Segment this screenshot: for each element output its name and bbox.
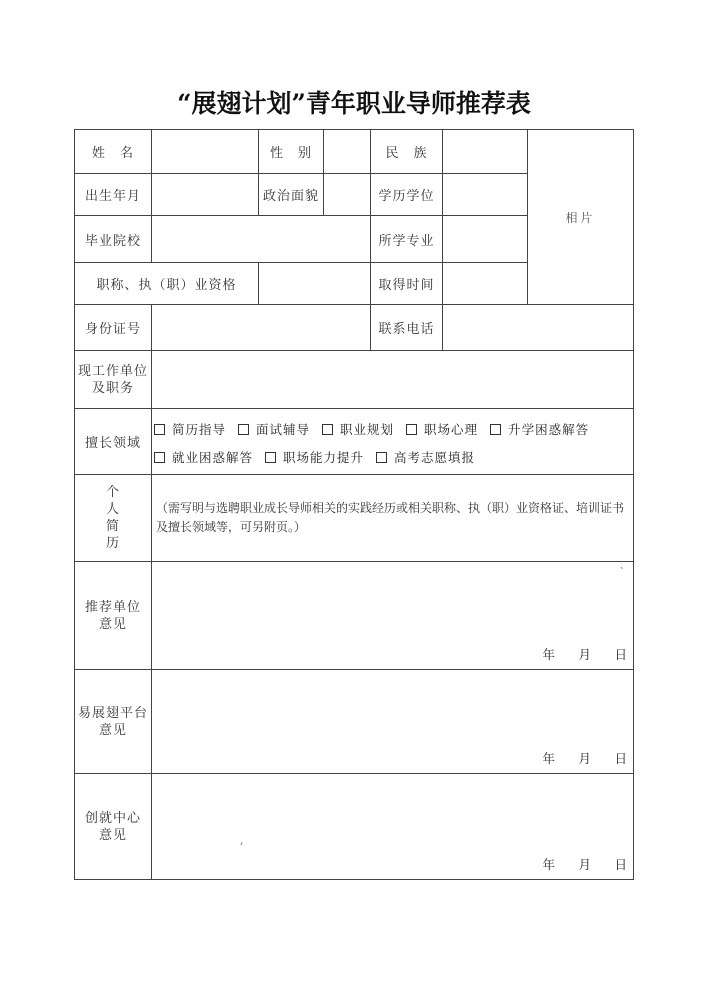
label-platform-opinion [75, 670, 152, 774]
label-title-cert: 职称、执（职）业资格 [75, 263, 259, 305]
label-resume-char2: 人 [105, 502, 120, 517]
label-expertise: 擅长领域 [75, 409, 152, 475]
field-obtain-time[interactable] [443, 263, 528, 305]
field-resume[interactable] [152, 475, 634, 562]
label-platform-line1: 易展翅平台 [77, 705, 148, 721]
option-resume-guidance[interactable]: 简历指导 [154, 416, 226, 444]
label-education: 学历学位 [371, 174, 443, 216]
label-center-line2: 意见 [98, 827, 127, 843]
checkbox-icon[interactable] [490, 424, 501, 435]
label-recommend-line1: 推荐单位 [84, 599, 141, 615]
label-work-unit [75, 351, 152, 409]
label-work-unit-line2: 及职务 [91, 380, 134, 396]
label-platform-line2: 意见 [98, 722, 127, 738]
resume-instructions: （需写明与选聘职业成长导师相关的实践经历或相关职称、执（职）业资格证、培训证书及擅长领域等，可另附页。） [156, 501, 625, 534]
stray-mark: ˋ [619, 566, 625, 579]
date-month: 月 [578, 857, 591, 872]
form-title: “展翅计划”青年职业导师推荐表 [177, 89, 531, 118]
option-interview-coaching[interactable]: 面试辅导 [238, 416, 310, 444]
label-resume-char3: 简 [105, 519, 120, 534]
label-gender: 性 别 [259, 130, 324, 174]
field-phone[interactable] [443, 305, 634, 351]
option-employment-questions[interactable]: 就业困惑解答 [154, 444, 253, 472]
date-day: 日 [614, 857, 627, 872]
label-birth: 出生年月 [75, 174, 152, 216]
expertise-options [152, 409, 634, 475]
field-birth[interactable] [152, 174, 259, 216]
checkbox-icon[interactable] [322, 424, 333, 435]
field-recommend-opinion[interactable] [152, 562, 634, 670]
checkbox-icon[interactable] [406, 424, 417, 435]
option-further-study[interactable]: 升学困惑解答 [490, 416, 589, 444]
label-recommend-line2: 意见 [98, 616, 127, 632]
date-year: 年 [542, 647, 555, 662]
field-center-opinion[interactable] [152, 774, 634, 880]
field-school[interactable] [152, 216, 371, 263]
date-line-platform [542, 749, 627, 767]
date-month: 月 [578, 647, 591, 662]
checkbox-icon[interactable] [265, 452, 276, 463]
label-obtain-time: 取得时间 [371, 263, 443, 305]
option-workplace-psychology[interactable]: 职场心理 [406, 416, 478, 444]
option-career-planning[interactable]: 职业规划 [322, 416, 394, 444]
label-phone: 联系电话 [371, 305, 443, 351]
label-school: 毕业院校 [75, 216, 152, 263]
field-work-unit[interactable] [152, 351, 634, 409]
date-year: 年 [542, 857, 555, 872]
photo-label: 相片 [565, 210, 596, 225]
date-year: 年 [542, 751, 555, 766]
field-ethnicity[interactable] [443, 130, 528, 174]
field-major[interactable] [443, 216, 528, 263]
checkbox-icon[interactable] [154, 424, 165, 435]
label-name: 姓 名 [75, 130, 152, 174]
label-political: 政治面貌 [259, 174, 324, 216]
recommendation-form [74, 129, 634, 880]
label-resume [75, 475, 152, 562]
label-recommend-opinion [75, 562, 152, 670]
label-major: 所学专业 [371, 216, 443, 263]
date-day: 日 [614, 647, 627, 662]
label-ethnicity: 民 族 [371, 130, 443, 174]
field-gender[interactable] [324, 130, 371, 174]
checkbox-icon[interactable] [238, 424, 249, 435]
date-line-center [542, 855, 627, 873]
field-education[interactable] [443, 174, 528, 216]
date-day: 日 [614, 751, 627, 766]
label-resume-char1: 个 [105, 485, 120, 500]
label-id-number: 身份证号 [75, 305, 152, 351]
field-name[interactable] [152, 130, 259, 174]
label-center-opinion [75, 774, 152, 880]
photo-area[interactable] [528, 130, 634, 305]
field-platform-opinion[interactable] [152, 670, 634, 774]
field-political[interactable] [324, 174, 371, 216]
date-line-recommend [542, 645, 627, 663]
label-center-line1: 创就中心 [84, 810, 141, 826]
checkbox-icon[interactable] [154, 452, 165, 463]
option-gaokao-application[interactable]: 高考志愿填报 [376, 444, 475, 472]
field-id-number[interactable] [152, 305, 371, 351]
option-workplace-skills[interactable]: 职场能力提升 [265, 444, 364, 472]
stray-mark: , [240, 834, 244, 847]
label-resume-char4: 历 [105, 536, 120, 551]
date-month: 月 [578, 751, 591, 766]
label-work-unit-line1: 现工作单位 [77, 363, 148, 379]
checkbox-icon[interactable] [376, 452, 387, 463]
field-title-cert[interactable] [259, 263, 371, 305]
